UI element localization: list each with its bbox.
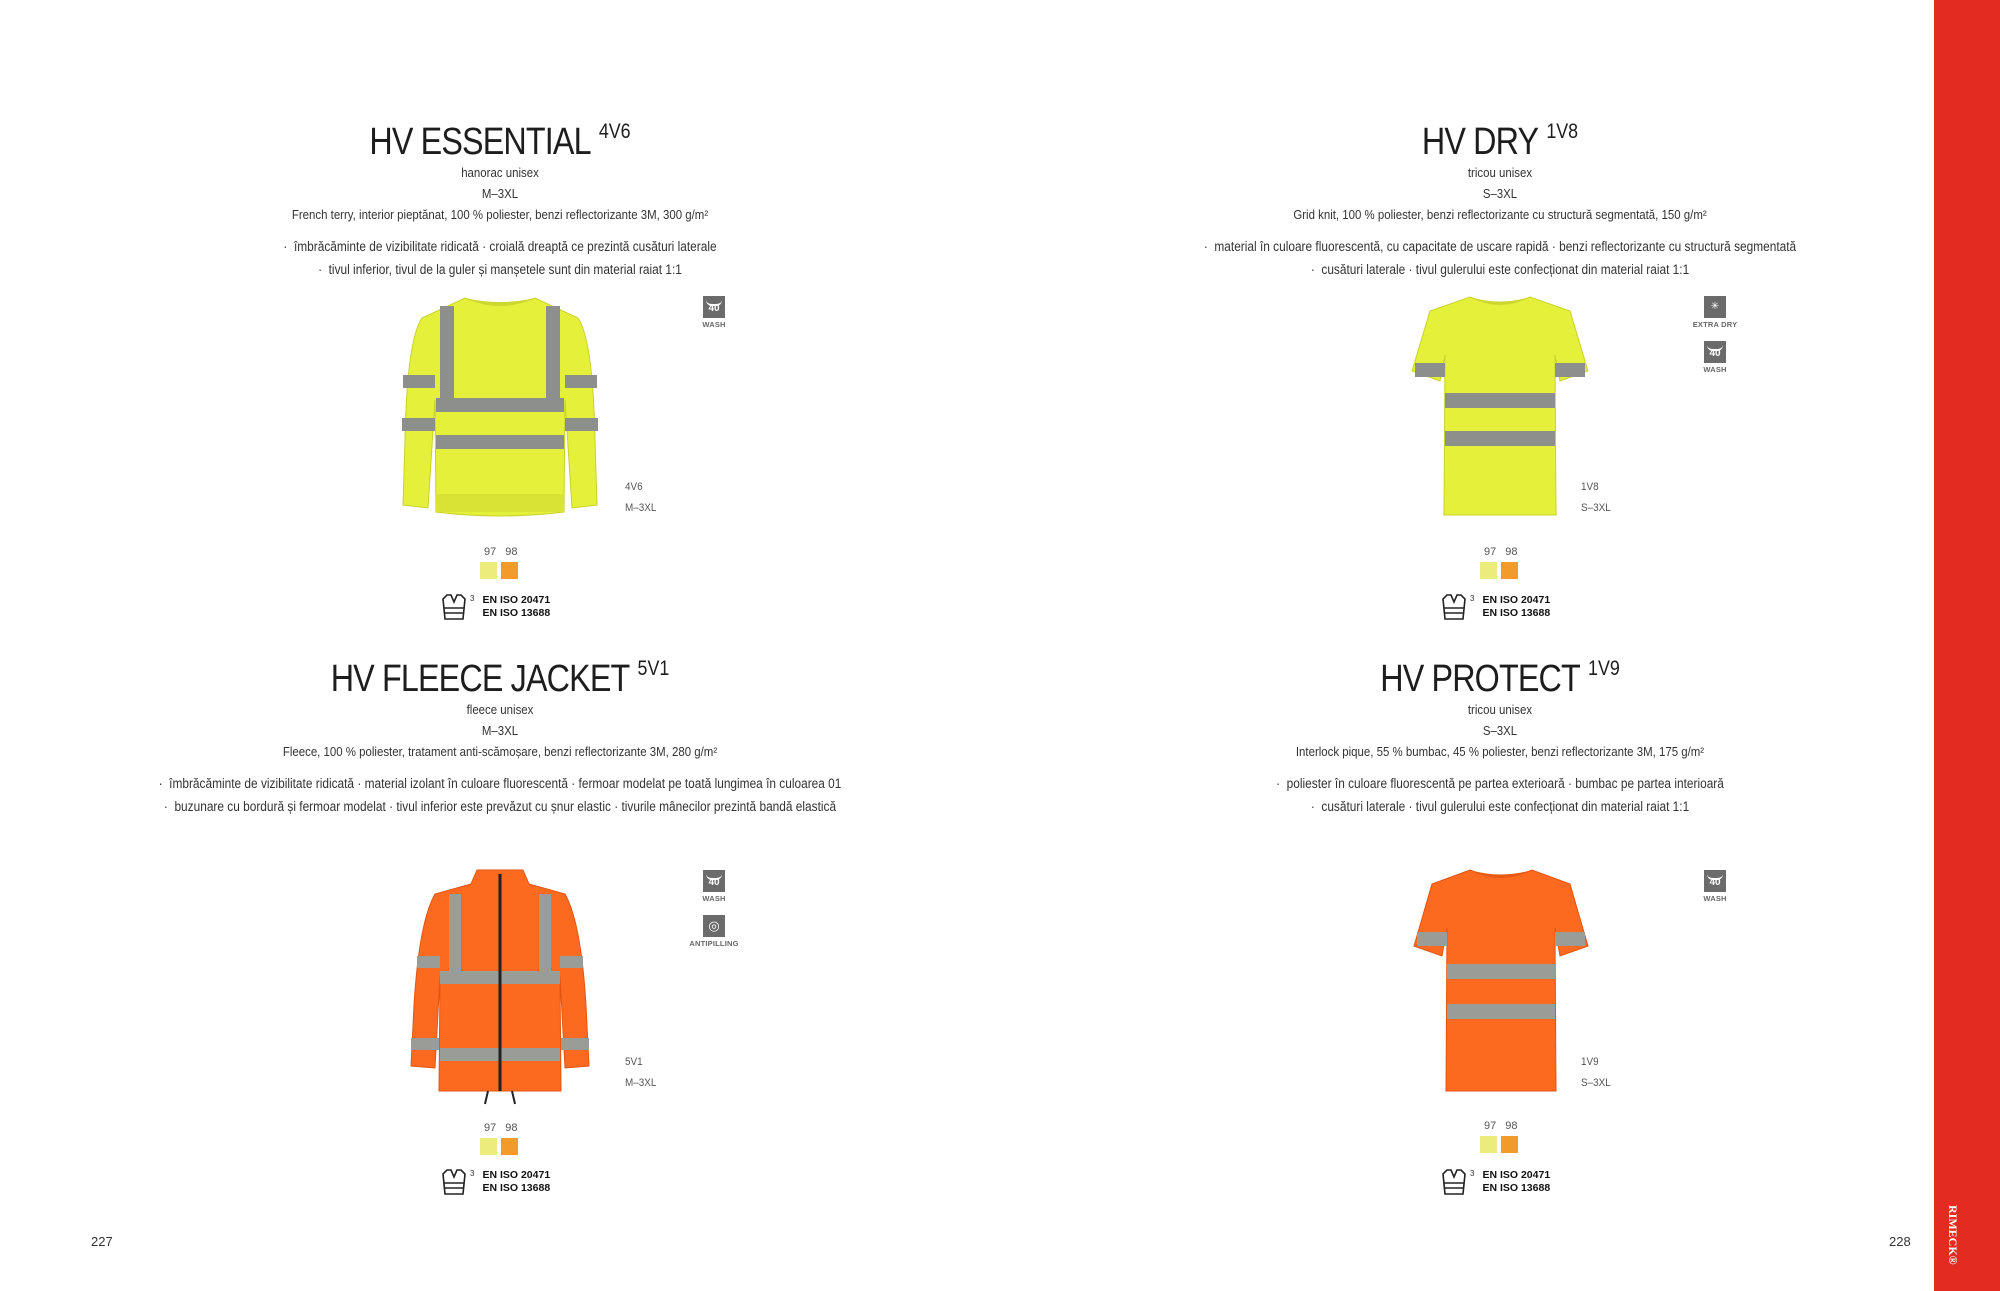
- side-accent-bar: [1934, 0, 2000, 1291]
- hi-vis-vest-icon: [1442, 594, 1466, 620]
- product-material: Grid knit, 100 % poliester, benzi reflectorizante cu structură segmentată, 150 g/m²: [1293, 207, 1707, 222]
- product-material: French terry, interior pieptănat, 100 % poliester, benzi reflectorizante 3M, 300 g/m²: [291, 207, 709, 222]
- product-sizes: M–3XL: [481, 186, 519, 201]
- product-title: HV PROTECT $^{1V9}$: [1380, 657, 1620, 700]
- product-hv-essential: [50, 112, 950, 281]
- swatch-97: [1480, 562, 1497, 579]
- certification: 3 EN ISO 20471 EN ISO 13688: [442, 594, 550, 620]
- product-title: HV DRY $^{1V8}$: [1421, 120, 1579, 163]
- side-code-size: 5V1 M–3XL: [625, 1056, 657, 1089]
- product-type: tricou unisex: [1467, 702, 1533, 717]
- product-features: [1104, 772, 1896, 818]
- hi-vis-vest-icon: [1442, 1169, 1466, 1195]
- sweatshirt-image: [400, 290, 600, 520]
- wash-40-icon: 40: [1704, 870, 1726, 892]
- product-sizes: M–3XL: [481, 723, 519, 738]
- product-features: [104, 772, 896, 818]
- feature-line: · îmbrăcăminte de vizibilitate ridicată · material izolant în culoare fluorescentă · fermoar modelat pe toată lungimea în culoarea 01: [104, 772, 896, 795]
- product-type: hanorac unisex: [461, 165, 539, 180]
- wash-40-icon: 40: [1704, 341, 1726, 363]
- feature-line: · tivul inferior, tivul de la guler și manșetele sunt din material raiat 1:1: [104, 258, 896, 281]
- swatch-97: [1480, 1136, 1497, 1153]
- fleece-jacket-image: [405, 866, 595, 1108]
- extra-dry-icon: ✳: [1704, 296, 1726, 318]
- wash-40-icon: 40: [703, 296, 725, 318]
- hi-vis-vest-icon: [442, 594, 466, 620]
- product-features: [1104, 235, 1896, 281]
- brand-logo: RIMECK®: [1946, 1205, 1960, 1265]
- product-type: tricou unisex: [1467, 165, 1533, 180]
- color-swatches: 97 98: [480, 1122, 540, 1155]
- swatch-98: [501, 1138, 518, 1155]
- product-title: HV ESSENTIAL $^{4V6}$: [369, 120, 631, 163]
- certification: 3 EN ISO 20471 EN ISO 13688: [1442, 1169, 1550, 1195]
- product-hv-protect: [1050, 649, 1950, 818]
- certification: 3 EN ISO 20471 EN ISO 13688: [1442, 594, 1550, 620]
- product-sizes: S–3XL: [1482, 723, 1518, 738]
- product-sizes: S–3XL: [1482, 186, 1518, 201]
- page-number-right: 228: [1889, 1234, 1911, 1249]
- tshirt-image: [1412, 866, 1590, 1094]
- product-title: HV FLEECE JACKET $^{5V1}$: [330, 657, 670, 700]
- side-code-size: 1V8 S–3XL: [1581, 481, 1611, 514]
- swatch-98: [1501, 1136, 1518, 1153]
- certification: 3 EN ISO 20471 EN ISO 13688: [442, 1169, 550, 1195]
- care-icons: 40 WASH: [684, 296, 744, 329]
- care-icons: ✳ EXTRA DRY 40 WASH: [1685, 296, 1745, 374]
- product-code: 1V8: [1546, 120, 1579, 143]
- tshirt-image: [1410, 293, 1590, 518]
- feature-line: · cusături laterale · tivul gulerului este confecționat din material raiat 1:1: [1104, 795, 1896, 818]
- product-code: 5V1: [637, 657, 670, 680]
- wash-40-icon: 40: [703, 870, 725, 892]
- feature-line: · buzunare cu bordură și fermoar modelat · tivul inferior este prevăzut cu șnur elastic · tivurile mânecilor prezintă bandă elastică: [104, 795, 896, 818]
- feature-line: · poliester în culoare fluorescentă pe partea exterioară · bumbac pe partea interioară: [1104, 772, 1896, 795]
- swatch-97: [480, 562, 497, 579]
- product-code: 1V9: [1588, 657, 1620, 680]
- side-code-size: 1V9 S–3XL: [1581, 1056, 1611, 1089]
- product-material: Fleece, 100 % poliester, tratament anti-scămoșare, benzi reflectorizante 3M, 280 g/m²: [282, 744, 718, 759]
- antipilling-icon: ◎: [703, 915, 725, 937]
- color-swatches: 97 98: [1480, 546, 1540, 579]
- color-swatches: 97 98: [1480, 1120, 1540, 1153]
- product-code: 4V6: [598, 120, 631, 143]
- product-material: Interlock pique, 55 % bumbac, 45 % poliester, benzi reflectorizante 3M, 175 g/m²: [1295, 744, 1705, 759]
- feature-line: · cusături laterale · tivul gulerului este confecționat din material raiat 1:1: [1104, 258, 1896, 281]
- color-swatches: 97 98: [480, 546, 540, 579]
- side-code-size: 4V6 M–3XL: [625, 481, 657, 514]
- swatch-97: [480, 1138, 497, 1155]
- feature-line: · îmbrăcăminte de vizibilitate ridicată · croială dreaptă ce prezintă cusături laterale: [104, 235, 896, 258]
- care-icons: 40 WASH ◎ ANTIPILLING: [684, 870, 744, 948]
- feature-line: · material în culoare fluorescentă, cu capacitate de uscare rapidă · benzi reflectorizante cu structură segmentată: [1104, 235, 1896, 258]
- swatch-98: [501, 562, 518, 579]
- product-type: fleece unisex: [466, 702, 534, 717]
- care-icons: 40 WASH: [1685, 870, 1745, 903]
- page-number-left: 227: [91, 1234, 113, 1249]
- hi-vis-vest-icon: [442, 1169, 466, 1195]
- product-hv-dry: [1050, 112, 1950, 281]
- product-hv-fleece-jacket: [50, 649, 950, 818]
- product-features: [104, 235, 896, 281]
- swatch-98: [1501, 562, 1518, 579]
